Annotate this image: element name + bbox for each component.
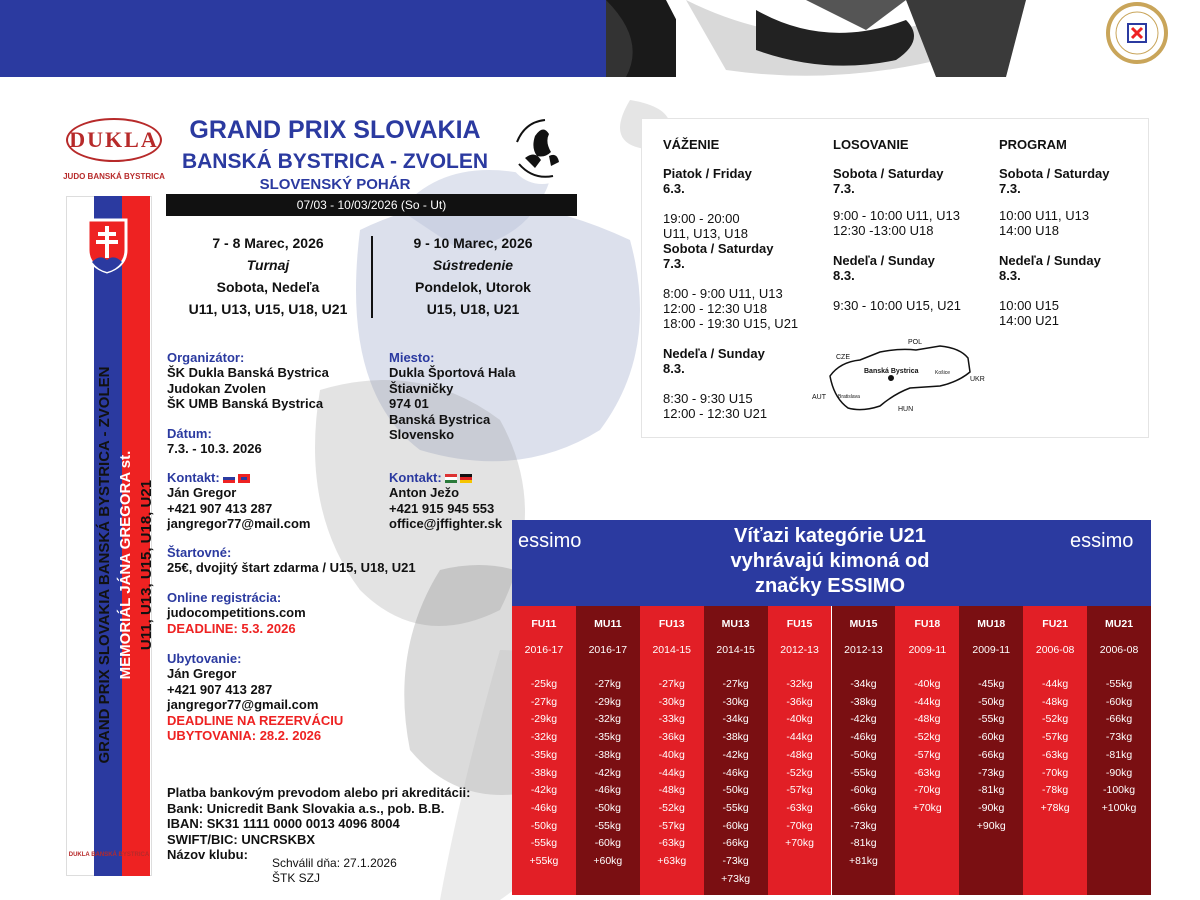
weight-class: -55kg bbox=[594, 819, 621, 832]
weighing-time: 19:00 - 20:00 bbox=[663, 211, 740, 226]
essimo-title-line: Víťazi kategórie U21 bbox=[734, 525, 926, 547]
weight-class: -63kg bbox=[786, 801, 813, 814]
weight-class: -48kg bbox=[658, 784, 685, 797]
organizer-block bbox=[167, 350, 387, 412]
weight-class: -32kg bbox=[786, 678, 813, 690]
weight-class: -25kg bbox=[530, 678, 558, 690]
weight-class: -45kg bbox=[978, 678, 1005, 690]
weight-class: -42kg bbox=[850, 713, 877, 726]
strip-bottom-label: DUKLA BANSKÁ BYSTRICA bbox=[68, 852, 150, 858]
weight-class: +90kg bbox=[976, 819, 1006, 832]
contact2-line: +421 915 945 553 bbox=[389, 500, 495, 516]
weight-class: -36kg bbox=[658, 731, 685, 744]
weight-class: -48kg bbox=[786, 748, 813, 761]
weight-class: -30kg bbox=[722, 695, 749, 708]
weight-list bbox=[832, 676, 896, 871]
venue-line: Banská Bystrica bbox=[389, 411, 491, 427]
weight-class: -81kg bbox=[1105, 748, 1133, 761]
accommodation-block bbox=[167, 651, 467, 743]
event-subtitle: BANSKÁ BYSTRICA - ZVOLEN bbox=[181, 150, 489, 173]
bank-line: Názov klubu: bbox=[167, 847, 248, 862]
weight-class: -81kg bbox=[978, 784, 1005, 797]
weight-class: -38kg bbox=[850, 695, 877, 708]
map-label-aut: AUT bbox=[812, 394, 826, 401]
venue-line: 974 01 bbox=[389, 396, 429, 411]
weight-class: -50kg bbox=[722, 784, 749, 797]
weight-class: -38kg bbox=[594, 748, 621, 761]
weight-class: -48kg bbox=[1042, 695, 1069, 708]
approval-block bbox=[272, 856, 492, 886]
weight-class: -46kg bbox=[594, 784, 621, 797]
weight-class: -52kg bbox=[914, 731, 941, 744]
weight-class: -34kg bbox=[850, 678, 877, 690]
contact2-line: Anton Ježo bbox=[389, 485, 460, 500]
weighing-day: Nedeľa / Sunday bbox=[663, 346, 765, 361]
category-years: 2016-17 bbox=[588, 644, 628, 656]
uk-flag-icon bbox=[238, 474, 250, 483]
accommodation-deadline: DEADLINE NA REZERVÁCIU bbox=[167, 712, 344, 728]
category-name: MU18 bbox=[977, 618, 1006, 630]
weight-class: -34kg bbox=[722, 713, 749, 726]
weight-class: -73kg bbox=[1105, 731, 1133, 744]
weight-class: -90kg bbox=[1105, 766, 1133, 779]
weight-class: -52kg bbox=[786, 766, 813, 779]
category-column bbox=[1087, 606, 1151, 895]
strip-line-1: GRAND PRIX SLOVAKIA BANSKÁ BYSTRICA - ZVOLEN bbox=[95, 366, 113, 764]
weight-class: -50kg bbox=[978, 695, 1005, 708]
category-column bbox=[640, 606, 704, 895]
category-column bbox=[768, 606, 832, 895]
date-value: 7.3. - 10.3. 2026 bbox=[167, 441, 262, 456]
weight-list bbox=[959, 676, 1023, 835]
category-name: MU15 bbox=[849, 618, 878, 630]
weight-list bbox=[576, 676, 640, 871]
weight-list bbox=[704, 676, 768, 888]
approval-authority: ŠTK SZJ bbox=[272, 871, 321, 885]
organizer-line: ŠK UMB Banská Bystrica bbox=[167, 396, 324, 411]
weight-class: -50kg bbox=[530, 819, 558, 832]
weight-class: -52kg bbox=[1042, 713, 1069, 726]
weight-class: -33kg bbox=[658, 713, 685, 726]
venue-line: Štiavničky bbox=[389, 380, 454, 396]
weight-class: -50kg bbox=[594, 801, 621, 814]
bank-line: SWIFT/BIC: UNCRSKBX bbox=[167, 831, 316, 847]
dukla-logo-subtitle: JUDO BANSKÁ BYSTRICA bbox=[63, 172, 165, 181]
slovak-flag-icon bbox=[223, 474, 235, 483]
camp-type: Sústredenie bbox=[432, 257, 514, 273]
weight-class: +63kg bbox=[657, 855, 687, 868]
weight-class: -60kg bbox=[722, 819, 749, 832]
weight-class: -29kg bbox=[594, 695, 621, 708]
dukla-logo: DUKLA bbox=[66, 118, 162, 162]
contact2-email[interactable]: office@jffighter.sk bbox=[389, 516, 503, 531]
category-years: 2012-13 bbox=[780, 644, 819, 656]
weight-class: -57kg bbox=[658, 819, 685, 832]
camp-date: 9 - 10 Marec, 2026 bbox=[413, 235, 533, 251]
weight-class: -32kg bbox=[594, 713, 621, 726]
category-column bbox=[895, 606, 959, 895]
weight-class: -38kg bbox=[722, 731, 749, 744]
weight-class: +70kg bbox=[785, 837, 814, 850]
program-time: 14:00 U18 bbox=[999, 223, 1059, 238]
weighing-heading: VÁŽENIE bbox=[663, 137, 720, 152]
organizer-line: Judokan Zvolen bbox=[167, 380, 266, 396]
date-bar: 07/03 - 10/03/2026 (So - Ut) bbox=[166, 194, 577, 216]
contact1-line: +421 907 413 287 bbox=[167, 500, 273, 516]
tournament-block bbox=[168, 232, 368, 320]
weight-class: -66kg bbox=[850, 801, 877, 814]
essimo-logo-right: essimo bbox=[1070, 530, 1134, 552]
venue-label: Miesto: bbox=[389, 350, 435, 365]
weight-class: -40kg bbox=[786, 713, 813, 726]
contact1-line: Ján Gregor bbox=[167, 485, 237, 500]
bank-line: Bank: Unicredit Bank Slovakia a.s., pob. B.B. bbox=[167, 800, 445, 816]
program-day: Nedeľa / Sunday bbox=[999, 253, 1101, 268]
weight-class: -73kg bbox=[850, 819, 877, 832]
weight-class: -52kg bbox=[658, 801, 685, 814]
camp-days: Pondelok, Utorok bbox=[415, 279, 531, 295]
weight-class: -27kg bbox=[530, 695, 558, 708]
weight-class: -44kg bbox=[914, 695, 941, 708]
weighing-date: 7.3. bbox=[663, 256, 685, 271]
weighing-time: 18:00 - 19:30 U15, U21 bbox=[663, 316, 799, 331]
fee-block bbox=[167, 545, 507, 576]
category-years: 2014-15 bbox=[716, 644, 755, 656]
program-time: 10:00 U15 bbox=[999, 298, 1059, 313]
essimo-title-line: vyhrávajú kimoná od bbox=[730, 550, 930, 572]
category-column bbox=[959, 606, 1023, 895]
accommodation-email[interactable]: jangregor77@gmail.com bbox=[167, 697, 319, 712]
registration-block bbox=[167, 590, 467, 636]
weighing-time: 8:00 - 9:00 U11, U13 bbox=[663, 286, 783, 301]
weight-class: -50kg bbox=[850, 748, 877, 761]
weight-class: -57kg bbox=[914, 748, 941, 761]
category-column bbox=[576, 606, 640, 895]
approval-date: Schválil dňa: 27.1.2026 bbox=[272, 856, 397, 870]
weight-class: -60kg bbox=[850, 784, 877, 797]
cup-name: SLOVENSKÝ POHÁR bbox=[259, 176, 411, 193]
weight-class: -90kg bbox=[978, 801, 1005, 814]
weight-class: -70kg bbox=[914, 784, 941, 797]
category-column bbox=[704, 606, 768, 895]
program-heading: PROGRAM bbox=[999, 137, 1067, 152]
organizer-line: ŠK Dukla Banská Bystrica bbox=[167, 365, 329, 380]
weight-list bbox=[768, 676, 832, 853]
weight-class: +70kg bbox=[912, 801, 942, 814]
bank-block bbox=[167, 785, 512, 863]
weighing-time: 8:30 - 9:30 U15 bbox=[663, 391, 753, 406]
hungary-flag-icon bbox=[445, 474, 457, 483]
strip-line-3: U11, U13, U15, U18, U21 bbox=[137, 479, 155, 651]
map-label-hun: HUN bbox=[898, 406, 914, 413]
category-years: 2006-08 bbox=[1099, 644, 1139, 656]
weight-list bbox=[640, 676, 704, 871]
weight-class: -55kg bbox=[850, 766, 877, 779]
weight-list bbox=[512, 676, 576, 871]
accommodation-deadline: UBYTOVANIA: 28.2. 2026 bbox=[167, 727, 322, 743]
weight-class: -36kg bbox=[786, 695, 813, 708]
camp-categories: U15, U18, U21 bbox=[426, 301, 520, 317]
contact1-email[interactable]: jangregor77@mail.com bbox=[167, 516, 311, 531]
category-name: FU13 bbox=[658, 618, 685, 630]
weight-class: -66kg bbox=[722, 837, 749, 850]
weight-class: -44kg bbox=[1042, 678, 1069, 690]
weight-class: -42kg bbox=[722, 748, 749, 761]
weight-class: -42kg bbox=[594, 766, 621, 779]
contact2-label: Kontakt: bbox=[389, 470, 442, 485]
weight-class: -38kg bbox=[530, 766, 558, 779]
weight-class: -73kg bbox=[978, 766, 1005, 779]
contact1-label: Kontakt: bbox=[167, 470, 220, 485]
category-name: MU13 bbox=[721, 618, 750, 630]
weighing-time: U11, U13, U18 bbox=[663, 226, 749, 241]
map-label-city: Banská Bystrica bbox=[864, 368, 919, 375]
accommodation-label: Ubytovanie: bbox=[167, 651, 242, 666]
venue-line: Slovensko bbox=[389, 427, 455, 442]
weight-class: -63kg bbox=[658, 837, 685, 850]
weight-class: -81kg bbox=[850, 837, 877, 850]
germany-flag-icon bbox=[460, 474, 472, 483]
weight-class: -55kg bbox=[978, 713, 1005, 726]
category-column bbox=[832, 606, 896, 895]
weight-class: -63kg bbox=[914, 766, 941, 779]
draw-heading: LOSOVANIE bbox=[833, 137, 909, 152]
accommodation-line: Ján Gregor bbox=[167, 666, 237, 681]
registration-deadline: DEADLINE: 5.3. 2026 bbox=[167, 620, 296, 636]
weight-class: -70kg bbox=[786, 819, 813, 832]
bank-line: IBAN: SK31 1111 0000 0013 4096 8004 bbox=[167, 816, 400, 831]
weight-class: +55kg bbox=[529, 855, 559, 868]
essimo-logo-left: essimo bbox=[518, 530, 582, 552]
draw-day: Sobota / Saturday bbox=[833, 166, 944, 181]
weight-class: -32kg bbox=[530, 731, 558, 744]
tournament-type: Turnaj bbox=[246, 257, 290, 273]
weight-class: -73kg bbox=[722, 855, 749, 868]
bank-line: Platba bankovým prevodom alebo pri akreditácii: bbox=[167, 785, 471, 800]
event-divider bbox=[371, 236, 373, 318]
fee-label: Štartovné: bbox=[167, 545, 232, 560]
weight-list bbox=[1087, 676, 1151, 818]
weight-class: -27kg bbox=[658, 678, 685, 690]
program-date: 8.3. bbox=[999, 268, 1021, 283]
weight-class: -70kg bbox=[1042, 766, 1069, 779]
map-label-pol: POL bbox=[908, 339, 923, 346]
category-name: FU15 bbox=[786, 618, 813, 630]
contact1-block bbox=[167, 470, 387, 532]
weight-class: -66kg bbox=[978, 748, 1005, 761]
map-label-ukr: UKR bbox=[970, 376, 985, 383]
category-years: 2012-13 bbox=[844, 644, 883, 656]
weight-class: +81kg bbox=[848, 855, 878, 868]
category-years: 2014-15 bbox=[652, 644, 692, 656]
weight-class: -60kg bbox=[978, 731, 1005, 744]
weighing-time: 12:00 - 12:30 U18 bbox=[663, 301, 768, 316]
strip-line-2: MEMORIÁL JÁNA GREGORA st. bbox=[116, 450, 134, 680]
category-name: FU11 bbox=[531, 618, 557, 630]
category-name: MU11 bbox=[594, 618, 622, 630]
weight-class: -35kg bbox=[594, 731, 621, 744]
weighing-time: 12:00 - 12:30 U21 bbox=[663, 406, 768, 421]
category-years: 2009-11 bbox=[908, 644, 947, 656]
accommodation-line: +421 907 413 287 bbox=[167, 681, 273, 697]
weight-class: -46kg bbox=[722, 766, 749, 779]
weight-class: -48kg bbox=[914, 713, 941, 726]
weighing-day: Piatok / Friday bbox=[663, 166, 752, 181]
date-block bbox=[167, 426, 387, 457]
category-years: 2016-17 bbox=[524, 644, 564, 656]
tournament-days: Sobota, Nedeľa bbox=[216, 279, 320, 295]
weight-class: -60kg bbox=[594, 837, 621, 850]
essimo-title-line: značky ESSIMO bbox=[754, 575, 906, 597]
vertical-strip-text bbox=[80, 225, 170, 900]
weight-class: +100kg bbox=[1101, 801, 1137, 814]
weight-class: -40kg bbox=[658, 748, 685, 761]
fee-value: 25€, dvojitý štart zdarma / U15, U18, U21 bbox=[167, 560, 416, 575]
map-label-bratislava: Bratislava bbox=[838, 394, 860, 400]
weight-class: -100kg bbox=[1102, 784, 1136, 797]
weight-class: -40kg bbox=[914, 678, 941, 690]
weight-class: +60kg bbox=[593, 855, 623, 868]
weight-class: -35kg bbox=[530, 748, 558, 761]
category-name: FU18 bbox=[914, 618, 941, 630]
weight-class: -29kg bbox=[530, 713, 558, 726]
date-label: Dátum: bbox=[167, 426, 212, 441]
draw-time: 9:00 - 10:00 U11, U13 bbox=[833, 208, 960, 223]
draw-time: 12:30 -13:00 U18 bbox=[833, 223, 934, 238]
weight-class: -55kg bbox=[530, 837, 558, 850]
weight-class: -44kg bbox=[658, 766, 685, 779]
weight-list bbox=[895, 676, 959, 818]
map-label-cze: CZE bbox=[836, 354, 850, 361]
tournament-date: 7 - 8 Marec, 2026 bbox=[212, 235, 324, 251]
weight-class: -63kg bbox=[1042, 748, 1069, 761]
weight-class: +73kg bbox=[721, 872, 751, 885]
weighing-day: Sobota / Saturday bbox=[663, 241, 774, 256]
weighing-date: 6.3. bbox=[663, 181, 685, 196]
registration-label: Online registrácia: bbox=[167, 590, 282, 605]
weight-class: -60kg bbox=[1105, 695, 1133, 708]
category-column bbox=[512, 606, 576, 895]
weighing-date: 8.3. bbox=[663, 361, 685, 376]
draw-date: 7.3. bbox=[833, 181, 855, 196]
weight-class: -27kg bbox=[722, 678, 749, 690]
map-label-kosice: Košice bbox=[935, 370, 951, 376]
category-name: MU21 bbox=[1105, 618, 1134, 630]
program-day: Sobota / Saturday bbox=[999, 166, 1110, 181]
weight-class: -44kg bbox=[786, 731, 813, 744]
weight-class: -66kg bbox=[1105, 713, 1133, 726]
weight-class: -30kg bbox=[658, 695, 685, 708]
weight-class: -46kg bbox=[850, 731, 877, 744]
weight-list bbox=[1023, 676, 1087, 818]
organizer-label: Organizátor: bbox=[167, 350, 245, 365]
category-column bbox=[1023, 606, 1087, 895]
program-time: 10:00 U11, U13 bbox=[999, 208, 1090, 223]
tournament-categories: U11, U13, U15, U18, U21 bbox=[188, 301, 348, 317]
weight-class: -57kg bbox=[1042, 731, 1069, 744]
weight-class: -46kg bbox=[530, 801, 558, 814]
weight-class: -27kg bbox=[594, 678, 621, 690]
weight-class: -57kg bbox=[786, 784, 813, 797]
draw-time: 9:30 - 10:00 U15, U21 bbox=[833, 298, 961, 313]
program-time: 14:00 U21 bbox=[999, 313, 1059, 328]
weight-class: -55kg bbox=[722, 801, 749, 814]
weight-class: -55kg bbox=[1105, 678, 1133, 690]
weight-category-table bbox=[512, 0, 1151, 900]
venue-line: Dukla Športová Hala bbox=[389, 365, 516, 380]
draw-date: 8.3. bbox=[833, 268, 855, 283]
category-name: FU21 bbox=[1042, 618, 1068, 630]
weight-class: +78kg bbox=[1040, 801, 1070, 814]
draw-day: Nedeľa / Sunday bbox=[833, 253, 935, 268]
weight-class: -78kg bbox=[1042, 784, 1069, 797]
event-title: GRAND PRIX SLOVAKIA bbox=[189, 116, 481, 144]
category-years: 2009-11 bbox=[972, 644, 1011, 656]
weight-class: -42kg bbox=[530, 784, 558, 797]
program-date: 7.3. bbox=[999, 181, 1021, 196]
category-years: 2006-08 bbox=[1035, 644, 1075, 656]
registration-link[interactable]: judocompetitions.com bbox=[167, 605, 306, 620]
